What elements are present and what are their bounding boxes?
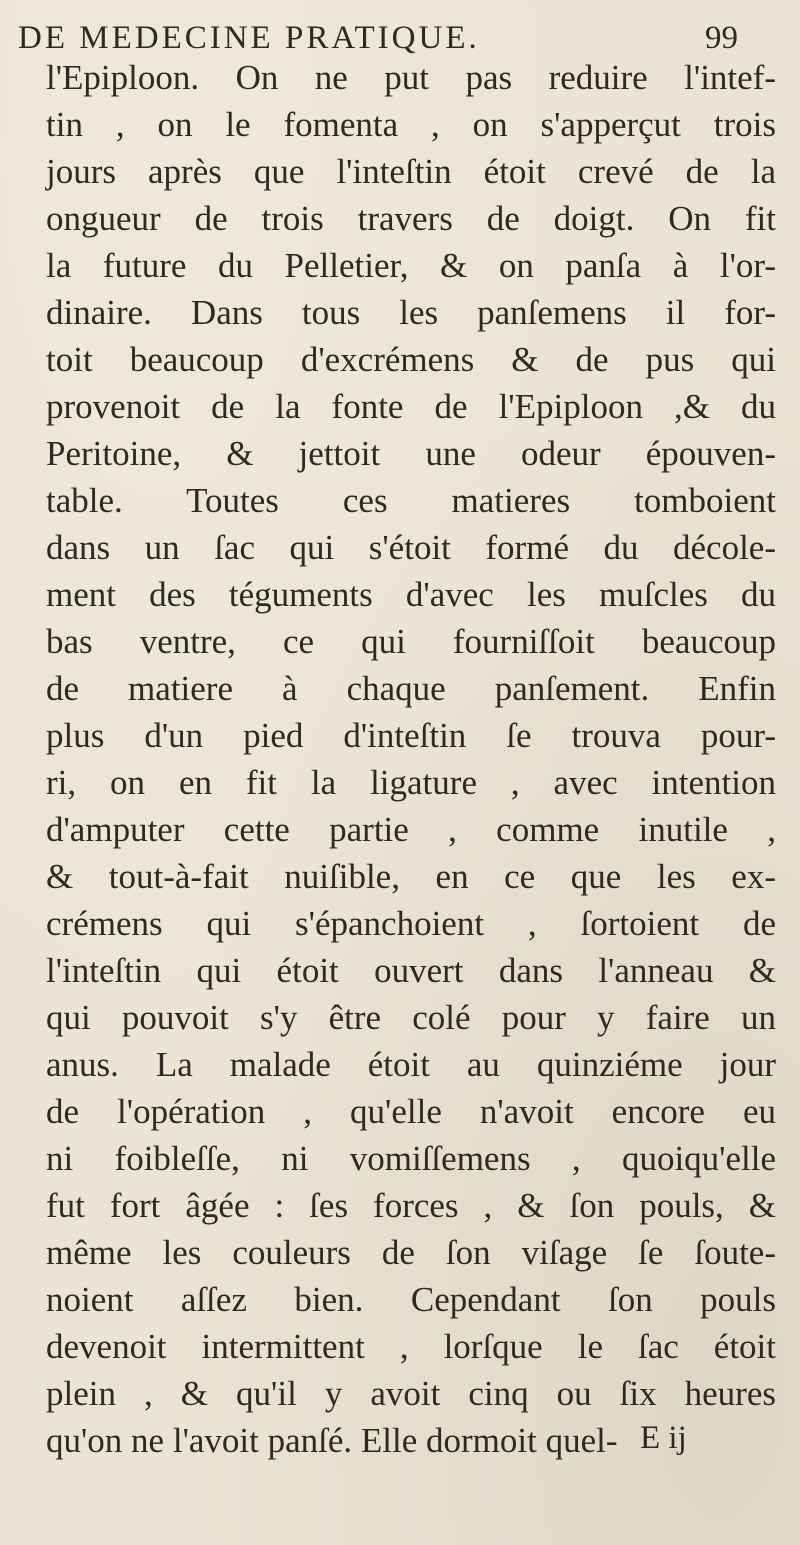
text-line: bas ventre, ce qui fourniſſoit beaucoup (46, 622, 776, 661)
text-line: noient aſſez bien. Cependant ſon pouls (46, 1280, 776, 1319)
text-line: table. Toutes ces matieres tomboient (46, 481, 776, 520)
text-line: dinaire. Dans tous les panſemens il for- (46, 293, 776, 332)
text-line: Peritoine, & jettoit une odeur épouven- (46, 434, 776, 473)
running-title: DE MEDECINE PRATIQUE. (18, 20, 480, 56)
text-line: ri, on en fit la ligature , avec intention (46, 763, 776, 802)
text-line: l'Epiploon. On ne put pas reduire l'intef- (46, 58, 776, 97)
text-line: dans un ſac qui s'étoit formé du décole- (46, 528, 776, 567)
text-line: plus d'un pied d'inteſtin ſe trouva pour- (46, 716, 776, 755)
text-line: fut fort âgée : ſes forces , & ſon pouls, & (46, 1186, 776, 1225)
text-line: d'amputer cette partie , comme inutile , (46, 810, 776, 849)
text-line: anus. La malade étoit au quinziéme jour (46, 1045, 776, 1084)
text-line: ment des téguments d'avec les muſcles du (46, 575, 776, 614)
text-line: crémens qui s'épanchoient , ſortoient de (46, 904, 776, 943)
text-line: ongueur de trois travers de doigt. On fit (46, 199, 776, 238)
text-line: devenoit intermittent , lorſque le ſac étoit (46, 1327, 776, 1366)
page-number: 99 (705, 20, 738, 56)
text-line: de matiere à chaque panſement. Enfin (46, 669, 776, 708)
text-line: toit beaucoup d'excrémens & de pus qui (46, 340, 776, 379)
text-line: jours après que l'inteſtin étoit crevé de la (46, 152, 776, 191)
text-line: qui pouvoit s'y être colé pour y faire un (46, 998, 776, 1037)
body-text (46, 54, 776, 1464)
text-line: de l'opération , qu'elle n'avoit encore eu (46, 1092, 776, 1131)
text-line: tin , on le fomenta , on s'apperçut trois (46, 105, 776, 144)
text-line: provenoit de la fonte de l'Epiploon ,& du (46, 387, 776, 426)
text-line: l'inteſtin qui étoit ouvert dans l'anneau & (46, 951, 776, 990)
text-line: ni foibleſſe, ni vomiſſemens , quoiqu'elle (46, 1139, 776, 1178)
text-line: plein , & qu'il y avoit cinq ou ſix heures (46, 1374, 776, 1413)
text-line: la future du Pelletier, & on panſa à l'or- (46, 246, 776, 285)
text-line: qu'on ne l'avoit panſé. Elle dormoit quel- (46, 1421, 618, 1460)
text-line: & tout-à-fait nuiſible, en ce que les ex- (46, 857, 776, 896)
signature-mark: E ij (640, 1420, 687, 1456)
text-line: même les couleurs de ſon viſage ſe ſoute- (46, 1233, 776, 1272)
